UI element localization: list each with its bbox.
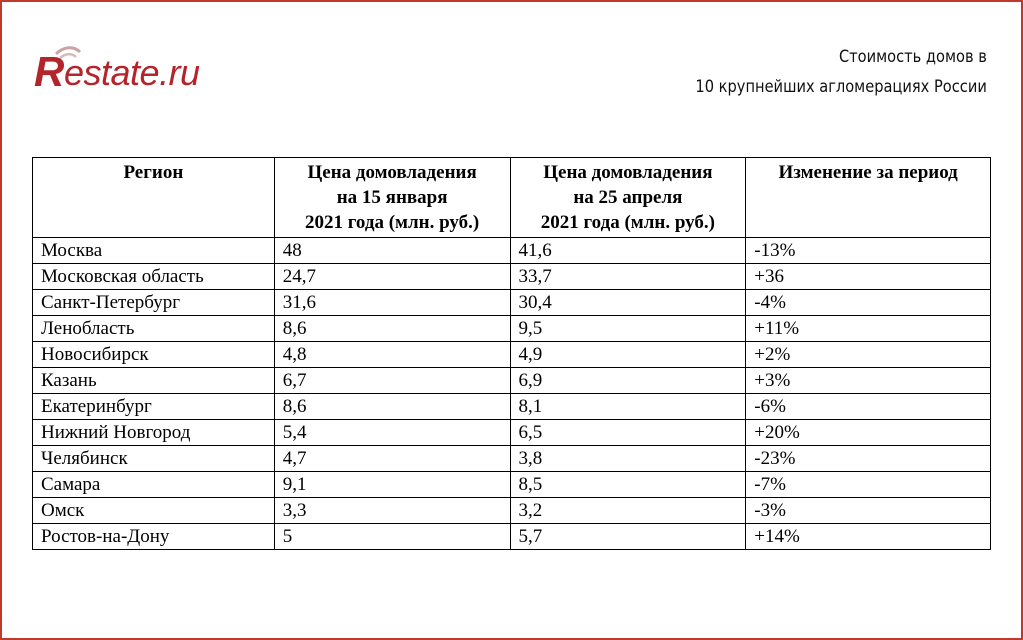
title-line-1: Стоимость домов в xyxy=(839,47,987,67)
table-row xyxy=(33,472,991,498)
cell-change: -6% xyxy=(746,394,991,420)
cell-change: +36 xyxy=(746,264,991,290)
cell-region: Самара xyxy=(33,472,275,498)
cell-change: -13% xyxy=(746,238,991,264)
header-line: 2021 года (млн. руб.) xyxy=(540,212,715,233)
cell-change: +14% xyxy=(746,524,991,550)
table-row xyxy=(33,524,991,550)
cell-change: +20% xyxy=(746,420,991,446)
header-region xyxy=(33,158,275,238)
cell-region: Челябинск xyxy=(33,446,275,472)
cell-price-apr: 33,7 xyxy=(510,264,746,290)
cell-change: -3% xyxy=(746,498,991,524)
cell-change: +2% xyxy=(746,342,991,368)
cell-price-apr: 6,9 xyxy=(510,368,746,394)
cell-price-apr: 30,4 xyxy=(510,290,746,316)
header-line: Изменение за период xyxy=(778,162,958,183)
table-row xyxy=(33,316,991,342)
cell-price-apr: 4,9 xyxy=(510,342,746,368)
cell-price-jan: 5 xyxy=(274,524,510,550)
page-title xyxy=(696,42,987,102)
header-price-jan xyxy=(274,158,510,238)
cell-change: -7% xyxy=(746,472,991,498)
table-body xyxy=(33,238,991,550)
header-change xyxy=(746,158,991,238)
restate-logo[interactable] xyxy=(34,44,224,94)
cell-region: Санкт-Петербург xyxy=(33,290,275,316)
cell-price-apr: 8,1 xyxy=(510,394,746,420)
cell-price-jan: 5,4 xyxy=(274,420,510,446)
cell-region: Казань xyxy=(33,368,275,394)
table-row xyxy=(33,446,991,472)
cell-price-jan: 9,1 xyxy=(274,472,510,498)
cell-price-apr: 3,2 xyxy=(510,498,746,524)
cell-price-jan: 31,6 xyxy=(274,290,510,316)
cell-change: +3% xyxy=(746,368,991,394)
header-line: 2021 года (млн. руб.) xyxy=(304,212,480,233)
cell-region: Омск xyxy=(33,498,275,524)
cell-price-apr: 3,8 xyxy=(510,446,746,472)
cell-change: -4% xyxy=(746,290,991,316)
table-row xyxy=(33,238,991,264)
header-line: Цена домовладения xyxy=(543,162,713,183)
cell-change: +11% xyxy=(746,316,991,342)
cell-price-apr: 9,5 xyxy=(510,316,746,342)
cell-price-apr: 5,7 xyxy=(510,524,746,550)
table-row xyxy=(33,368,991,394)
cell-region: Ленобласть xyxy=(33,316,275,342)
header-price-apr xyxy=(510,158,746,238)
cell-price-jan: 8,6 xyxy=(274,394,510,420)
cell-region: Екатеринбург xyxy=(33,394,275,420)
cell-price-apr: 41,6 xyxy=(510,238,746,264)
cell-price-jan: 6,7 xyxy=(274,368,510,394)
cell-change: -23% xyxy=(746,446,991,472)
cell-region: Московская область xyxy=(33,264,275,290)
table-row xyxy=(33,498,991,524)
logo-text: estate.ru xyxy=(64,52,200,93)
header-line: Регион xyxy=(123,162,184,183)
price-table xyxy=(32,157,991,550)
cell-price-jan: 24,7 xyxy=(274,264,510,290)
header-line: на 25 апреля xyxy=(573,187,683,208)
cell-price-jan: 48 xyxy=(274,238,510,264)
table-header-row xyxy=(33,158,991,238)
table-row xyxy=(33,394,991,420)
header-line: на 15 января xyxy=(336,187,448,208)
cell-region: Нижний Новгород xyxy=(33,420,275,446)
table-row xyxy=(33,264,991,290)
cell-price-jan: 3,3 xyxy=(274,498,510,524)
cell-price-jan: 4,7 xyxy=(274,446,510,472)
logo-letter: R xyxy=(34,48,65,95)
cell-price-jan: 8,6 xyxy=(274,316,510,342)
cell-region: Ростов-на-Дону xyxy=(33,524,275,550)
table-row xyxy=(33,290,991,316)
header-line: Цена домовладения xyxy=(307,162,477,183)
table-row xyxy=(33,420,991,446)
title-line-2: 10 крупнейших агломерациях России xyxy=(695,77,987,97)
cell-region: Москва xyxy=(33,238,275,264)
cell-price-apr: 6,5 xyxy=(510,420,746,446)
table-row xyxy=(33,342,991,368)
cell-price-apr: 8,5 xyxy=(510,472,746,498)
cell-price-jan: 4,8 xyxy=(274,342,510,368)
cell-region: Новосибирск xyxy=(33,342,275,368)
